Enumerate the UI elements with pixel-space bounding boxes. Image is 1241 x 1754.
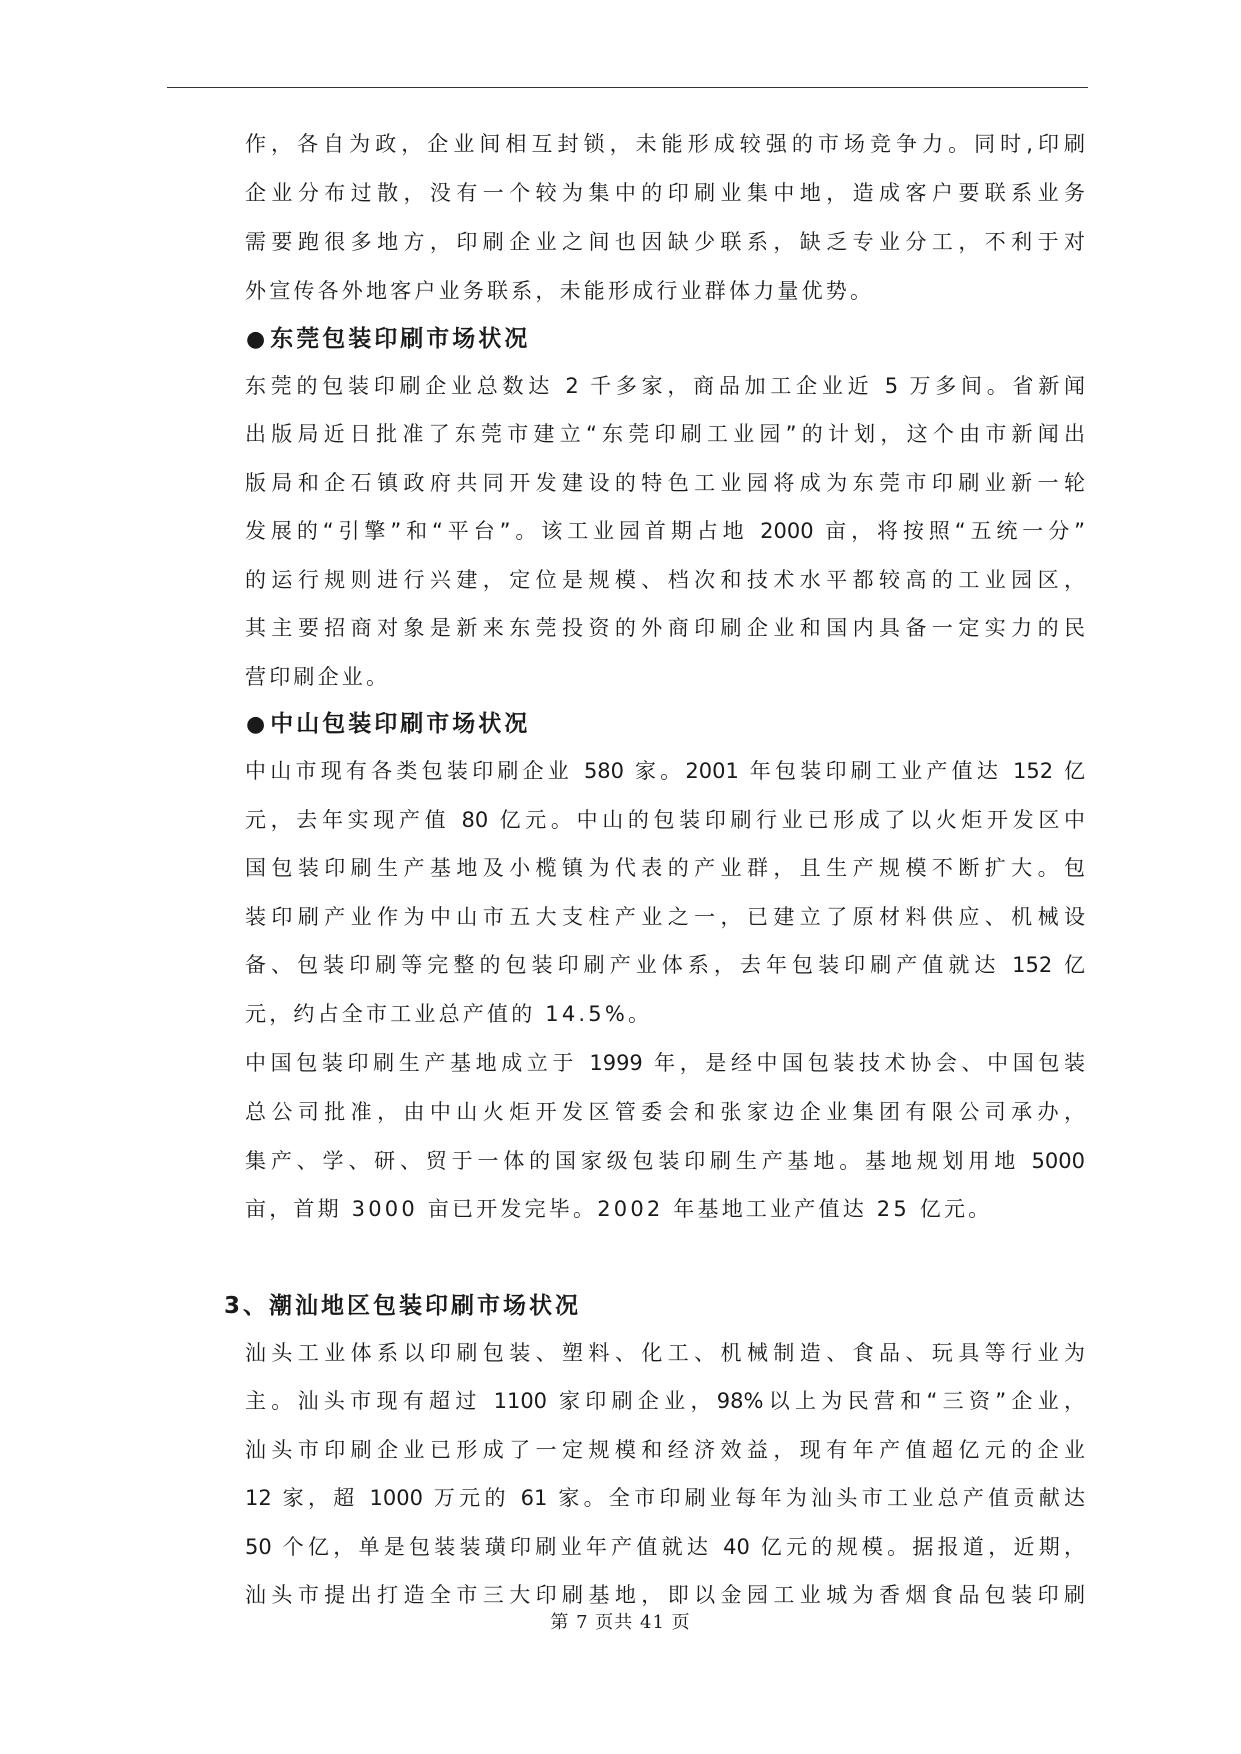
section-heading-dongguan <box>246 325 530 354</box>
section-heading-zhongshan <box>246 710 530 739</box>
paragraph-line: 企业分布过散，没有一个较为集中的印刷业集中地，造成客户要联系业务 <box>245 181 1085 205</box>
paragraph-line: 元，去年实现产值 80 亿元。中山的包装印刷行业已形成了以火炬开发区中 <box>245 808 1085 832</box>
paragraph-line: 汕头市提出打造全市三大印刷基地，即以金园工业城为香烟食品包装印刷 <box>245 1583 1085 1607</box>
paragraph-line: 出版局近日批准了东莞市建立“东莞印刷工业园”的计划，这个由市新闻出 <box>245 422 1085 446</box>
paragraph-line: 汕头工业体系以印刷包装、塑料、化工、机械制造、食品、玩具等行业为 <box>245 1341 1085 1365</box>
paragraph-line: 东莞的包装印刷企业总数达 2 千多家，商品加工企业近 5 万多间。省新闻 <box>245 374 1085 398</box>
bullet-icon: ● <box>246 712 269 737</box>
paragraph-line: 的运行规则进行兴建，定位是规模、档次和技术水平都较高的工业园区， <box>245 568 1085 592</box>
paragraph-line: 主。汕头市现有超过 1100 家印刷企业，98%以上为民营和“三资”企业， <box>245 1389 1085 1413</box>
paragraph-line: 需要跑很多地方，印刷企业之间也因缺少联系，缺乏专业分工，不利于对 <box>245 230 1085 254</box>
paragraph-line: 中国包装印刷生产基地成立于 1999 年，是经中国包装技术协会、中国包装 <box>245 1051 1085 1075</box>
paragraph-line: 亩，首期 3000 亩已开发完毕。2002 年基地工业产值达 25 亿元。 <box>245 1197 993 1221</box>
paragraph-line: 集产、学、研、贸于一体的国家级包装印刷生产基地。基地规划用地 5000 <box>245 1149 1085 1173</box>
paragraph-line: 备、包装印刷等完整的包装印刷产业体系，去年包装印刷产值就达 152 亿 <box>245 953 1085 977</box>
paragraph-line: 版局和企石镇政府共同开发建设的特色工业园将成为东莞市印刷业新一轮 <box>245 471 1085 495</box>
bullet-icon: ● <box>246 327 269 352</box>
heading-text: 中山包装印刷市场状况 <box>270 711 531 737</box>
paragraph-line: 发展的“引擎”和“平台”。该工业园首期占地 2000 亩，将按照“五统一分” <box>245 519 1085 543</box>
paragraph-line: 国包装印刷生产基地及小榄镇为代表的产业群，且生产规模不断扩大。包 <box>245 856 1085 880</box>
paragraph-line: 总公司批准，由中山火炬开发区管委会和张家边企业集团有限公司承办， <box>245 1100 1085 1124</box>
paragraph-line: 中山市现有各类包装印刷企业 580 家。2001 年包装印刷工业产值达 152 亿 <box>245 759 1085 783</box>
paragraph-line: 50 个亿，单是包装装璜印刷业年产值就达 40 亿元的规模。据报道，近期， <box>245 1535 1085 1559</box>
paragraph-line: 12 家，超 1000 万元的 61 家。全市印刷业每年为汕头市工业总产值贡献达 <box>245 1486 1085 1510</box>
paragraph-line: 元，约占全市工业总产值的 14.5%。 <box>245 1002 653 1026</box>
paragraph-line: 装印刷产业作为中山市五大支柱产业之一，已建立了原材料供应、机械设 <box>245 905 1085 929</box>
section-heading-chaoshan: 3、潮汕地区包装印刷市场状况 <box>224 1293 582 1319</box>
paragraph-line: 营印刷企业。 <box>245 665 391 689</box>
paragraph-line: 作，各自为政，企业间相互封锁，未能形成较强的市场竞争力。同时,印刷 <box>245 132 1085 156</box>
heading-text: 东莞包装印刷市场状况 <box>270 326 531 352</box>
paragraph-line: 外宣传各外地客户业务联系，未能形成行业群体力量优势。 <box>245 279 875 303</box>
paragraph-line: 其主要招商对象是新来东莞投资的外商印刷企业和国内具备一定实力的民 <box>245 616 1085 640</box>
page-number: 第 7 页共 41 页 <box>550 1612 691 1633</box>
paragraph-line: 汕头市印刷企业已形成了一定规模和经济效益，现有年产值超亿元的企业 <box>245 1438 1085 1462</box>
